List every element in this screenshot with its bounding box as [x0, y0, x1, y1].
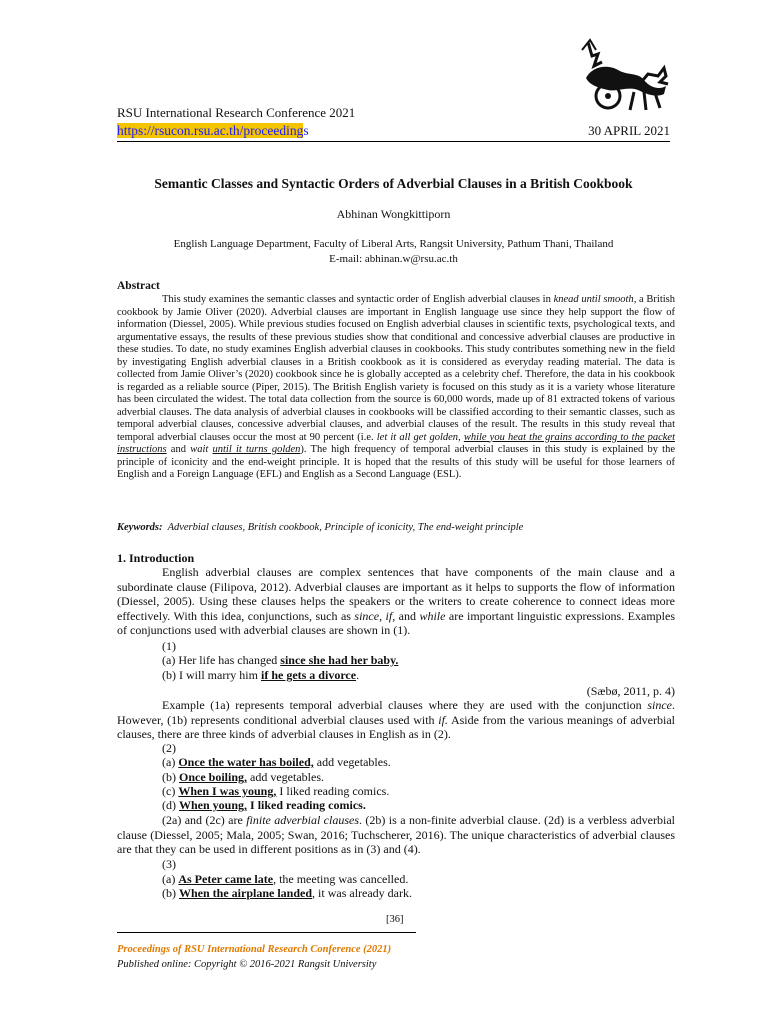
term-while: while	[419, 608, 446, 623]
example-2a-clause: Once the water has boiled,	[178, 755, 314, 769]
example-3a-post: , the meeting was cancelled.	[273, 872, 409, 886]
footer-divider	[117, 932, 416, 933]
example-1b-pre: (b) I will marry him	[162, 668, 261, 682]
example-2b-post: add vegetables.	[247, 770, 324, 784]
example-1a-pre: (a) Her life has changed	[162, 653, 281, 667]
example-3a-clause: As Peter came late	[178, 872, 274, 886]
intro-text-2c: Aside from the various meanings of adverbial clauses, there are three kinds of adverbial clauses in English as in (2).	[117, 712, 676, 742]
example-2d	[162, 798, 366, 813]
intro-heading: 1. Introduction	[117, 551, 195, 565]
abstract-example-1: let it all get golden	[376, 431, 459, 443]
intro-text-1b: are important linguistic expressions. Examples of conjunctions used with adverbial clauses are shown in (1).	[117, 608, 675, 638]
citation: (Sæbø, 2011, p. 4)	[586, 684, 675, 698]
example-1b-clause: if he gets a divorce	[260, 668, 357, 682]
example-3b-clause: When the airplane landed	[179, 886, 313, 900]
abstract-text-1: This study examines the semantic classes and syntactic order of English adverbial clauses in	[162, 294, 554, 305]
affiliation-block	[117, 237, 670, 267]
keywords-label: Keywords:	[117, 522, 163, 533]
example-3-number: (3)	[162, 857, 176, 871]
intro-text-3a: (2a) and (2c) are	[162, 813, 247, 827]
term-since-2: since	[647, 698, 672, 712]
abstract-sep-1: ,	[458, 431, 464, 443]
example-2c-post: I liked reading comics.	[276, 784, 390, 798]
abstract-heading: Abstract	[117, 280, 160, 292]
example-3a-pre: (a)	[162, 872, 179, 886]
footer-proceedings: Proceedings of RSU International Research Conference (2021)	[117, 944, 392, 955]
example-2b	[162, 770, 324, 785]
example-2b-pre: (b)	[162, 770, 179, 784]
intro-text-2b: . However, (1b) represents conditional adverbial clauses used with	[117, 698, 675, 727]
intro-text-2a: Example (1a) represents temporal adverbial clauses where they are used with the conjunction	[162, 698, 648, 712]
example-1b-post: .	[356, 668, 360, 682]
term-if: if,	[385, 608, 396, 623]
keywords	[117, 522, 523, 533]
url-highlighted[interactable]: https://rsucon.rsu.ac.th/proceeding	[117, 123, 304, 138]
email: E-mail: abhinan.w@rsu.ac.th	[329, 253, 458, 265]
intro-paragraph-1	[117, 565, 675, 638]
author-name: Abhinan Wongkittiporn	[336, 207, 451, 221]
example-2c-clause: When I was young,	[178, 784, 277, 798]
intro-paragraph-3	[117, 813, 675, 857]
affiliation: English Language Department, Faculty of Liberal Arts, Rangsit University, Pathum Thani, Thailand	[173, 238, 614, 250]
proceedings-link[interactable]	[117, 123, 309, 139]
header-divider	[117, 141, 670, 142]
conference-date: 30 APRIL 2021	[588, 123, 670, 138]
intro-and: and	[395, 608, 420, 623]
abstract-text-3: ). The high frequency of temporal adverbial clauses in this study is explained by the principle of iconicity and the end-weight principle. It is hoped that the results of this study will be useful for those learners of English and a Foreign Language (EFL) and English as a Second Language (ESL).	[117, 444, 675, 480]
example-1a	[162, 653, 398, 668]
example-2c-pre: (c)	[162, 784, 179, 798]
example-1a-clause: since she had her baby.	[280, 653, 399, 667]
chariot-lion-logo-icon	[578, 36, 670, 118]
example-2d-pre: (d)	[162, 798, 179, 812]
example-3b-pre: (b)	[162, 886, 179, 900]
paper-title: Semantic Classes and Syntactic Orders of Adverbial Clauses in a British Cookbook	[154, 176, 633, 191]
intro-text-1a: English adverbial clauses are complex sentences that have components of the main clause and a subordinate clause (Filipova, 2012). Adverbial clauses are important as it helps to supports the flow of information (Diessel, 2005). Using these clauses helps the speakers or the writers to create coherence to connect ideas more effectively. With this idea, conjunctions, such as	[117, 565, 675, 623]
example-2a	[162, 755, 391, 770]
example-2-number: (2)	[162, 741, 176, 755]
example-3a	[162, 872, 408, 887]
abstract-body	[117, 294, 675, 482]
example-2a-post: add vegetables.	[313, 755, 391, 769]
url-tail[interactable]: s	[303, 123, 309, 138]
example-2c	[162, 784, 389, 799]
abstract-text-2: , a British cookbook by Jamie Oliver (2020). Adverbial clauses are important in English language use since they help support the flow of information (Diessel, 2005). While previous studies focused on English adverbial clauses in scientific texts, psychological texts, and argumentative essays, the results of these previous studies show that conditional and concessive adverbial clauses are productive in these studies. To date, no study examines English adverbial clauses in cookbooks. This study contributes something new in the field by investigating English adverbial clauses in a British cookbook as it is considered as everyday reading material. The data is collected from Jamie Oliver’s (2020) cookbook since he is globally accepted as a celebrity chef. Therefore, the data in his cookbook is regarded as a reliable source (Piper, 2015). The British English variety is focused on this study as it is a variety whose literature has been circulated the widest. The total data collection from the source is 60,000 words, made up of 81 extracted tokens of various adverbial clauses. The data analysis of adverbial clauses in cookbooks will be classified according to their semantic classes, such as temporal adverbial clauses, concessive adverbial clauses, and adverbial clauses of the result. The results in this study reveal that temporal adverbial clauses occur the most at 90 percent (i.e.	[117, 294, 676, 443]
intro-comma: ,	[379, 608, 386, 623]
abstract-example-3a: wait	[190, 444, 213, 455]
term-finite: finite adverbial clauses	[246, 813, 360, 827]
example-2d-post: I liked reading comics.	[247, 798, 366, 812]
page-number: [36]	[386, 914, 404, 925]
conference-name: RSU International Research Conference 2021	[117, 105, 356, 120]
example-2a-pre: (a)	[162, 755, 179, 769]
example-1b	[162, 668, 359, 683]
example-2b-clause: Once boiling,	[179, 770, 248, 784]
example-3b-post: , it was already dark.	[312, 886, 412, 900]
term-if-2: if.	[438, 712, 448, 727]
abstract-example-2: while you heat the grains according to the packet instructions	[117, 431, 675, 455]
book-title: knead until smooth	[553, 294, 634, 305]
footer-copyright: Published online: Copyright © 2016-2021 Rangsit University	[117, 959, 377, 970]
term-since: since	[354, 608, 380, 623]
abstract-example-3b: until it turns golden	[212, 444, 301, 455]
example-1-number: (1)	[162, 639, 176, 653]
intro-text-3b: . (2b) is a non-finite adverbial clause. (2d) is a verbless adverbial clause (Diessel, 2005; Mala, 2005; Swan, 2016; Tuchscherer, 2016). The unique characteristics of adverbial clauses are that they can be used in different positions as in (3) and (4).	[117, 813, 675, 857]
abstract-sep-2: and	[166, 444, 191, 455]
keywords-list: Adverbial clauses, British cookbook, Principle of iconicity, The end-weight principle	[167, 522, 524, 533]
intro-paragraph-2	[117, 698, 675, 742]
example-2d-clause: When young,	[179, 798, 248, 812]
example-3b	[162, 886, 412, 901]
